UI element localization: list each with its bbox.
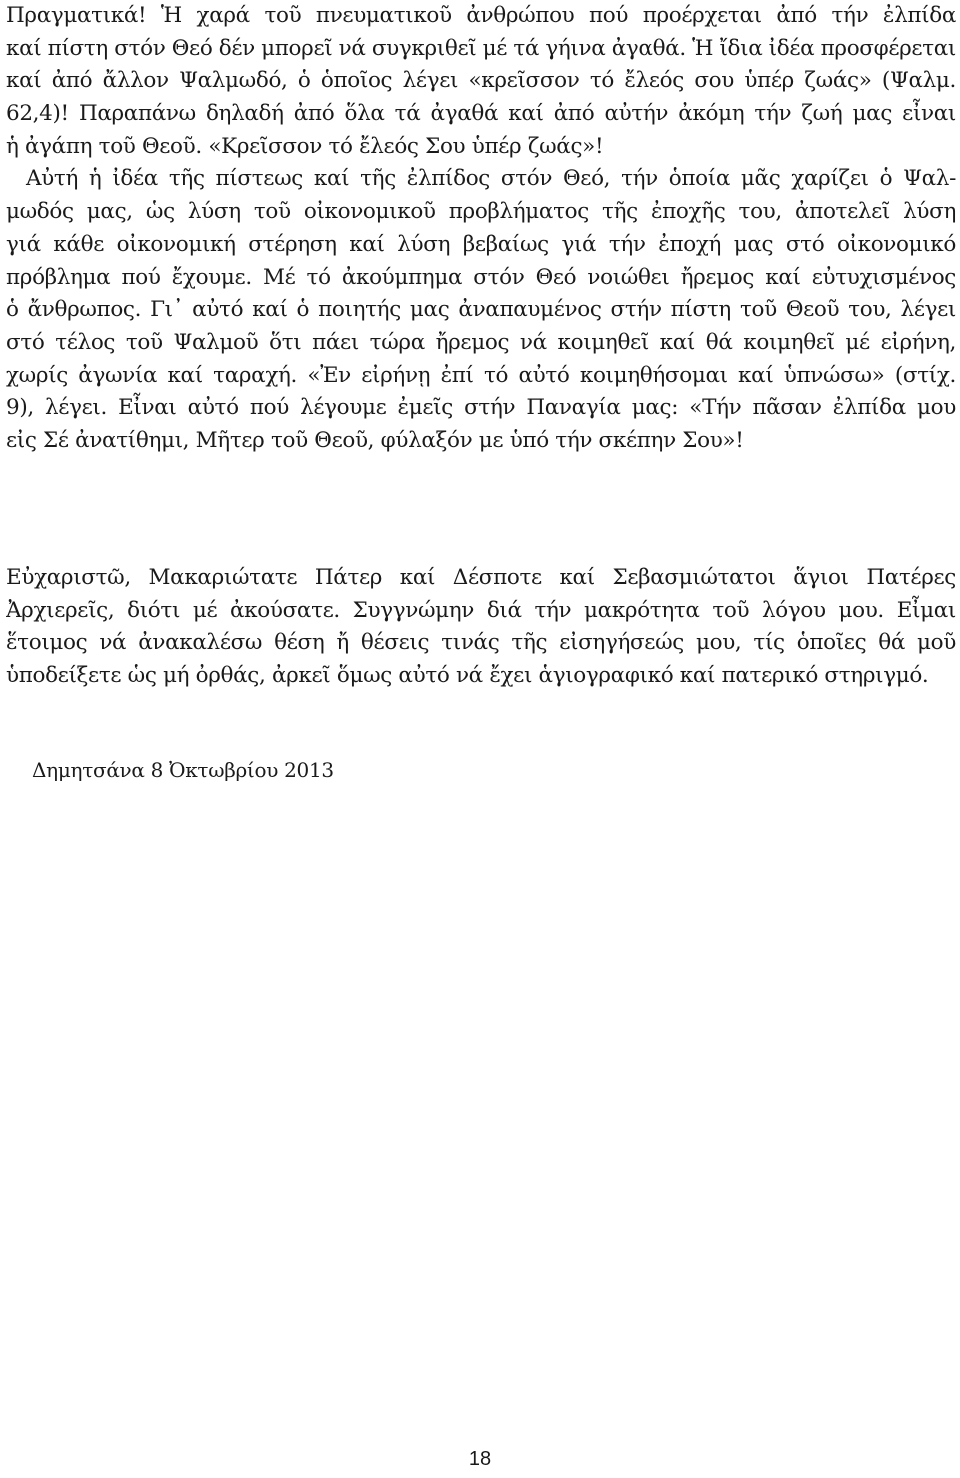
paragraph-3-line: ὑποδείξετε ὡς μή ὀρθάς, ἀρκεῖ ὅμως αὐτό νά ἔχει ἁγιογραφικό καί πατερικό στηριγμό. — [6, 663, 929, 689]
paragraph-2-line: γιά κάθε οἰκονομική στέρηση καί λύση βεβαίως γιά τήν ἐποχή μας στό οἰκονομικό — [6, 231, 956, 257]
paragraph-1-line: 62,4)! Παραπάνω δηλαδή ἀπό ὅλα τά ἀγαθά καί ἀπό αὐτήν ἀκόμη τήν ζωή μας εἶναι — [6, 101, 956, 127]
paragraph-1-line: καί ἀπό ἄλλον Ψαλμωδό, ὁ ὁποῖος λέγει «κρεῖσσον τό ἔλεός σου ὑπέρ ζωάς» (Ψαλμ. — [6, 68, 956, 94]
paragraph-2-line: χωρίς ἀγωνία καί ταραχή. «Ἐν εἰρήνῃ ἐπί τό αὐτό κοιμηθήσομαι καί ὑπνώσω» (στίχ. — [6, 362, 956, 388]
paragraph-2-line: πρόβλημα πού ἔχουμε. Μέ τό ἀκούμπημα στόν Θεό νοιώθει ἤρεμος καί εὐτυχισμένος — [6, 264, 956, 290]
paragraph-3-line: ἕτοιμος νά ἀνακαλέσω θέση ἤ θέσεις τινάς τῆς εἰσηγήσεώς μου, τίς ὁποῖες θά μοῦ — [6, 630, 956, 656]
paragraph-2-line: 9), λέγει. Εἶναι αὐτό πού λέγουμε ἐμεῖς στήν Παναγία μας: «Τήν πᾶσαν ἐλπίδα μου — [6, 395, 956, 421]
paragraph-2-line: μωδός μας, ὡς λύση τοῦ οἰκονομικοῦ προβλήματος τῆς ἐποχῆς του, ἀποτελεῖ λύση — [6, 199, 956, 225]
paragraph-2-line: εἰς Σέ ἀνατίθημι, Μῆτερ τοῦ Θεοῦ, φύλαξόν με ὑπό τήν σκέπην Σου»! — [6, 427, 744, 453]
closing-paragraph — [6, 562, 956, 693]
paragraph-3-line: Εὐχαριστῶ, Μακαριώτατε Πάτερ καί Δέσποτε καί Σεβασμιώτατοι ἅγιοι Πατέρες — [6, 565, 956, 590]
place-and-date: Δημητσάνα 8 Ὀκτωβρίου 2013 — [32, 758, 334, 782]
paragraph-1-line: ἡ ἀγάπη τοῦ Θεοῦ. «Κρεῖσσον τό ἔλεός Σου ὑπέρ ζωάς»! — [6, 133, 604, 159]
paragraph-1-line: Πραγματικά! Ἡ χαρά τοῦ πνευματικοῦ ἀνθρώπου πού προέρχεται ἀπό τήν ἐλπίδα — [6, 3, 956, 28]
paragraph-3-line: Ἀρχιερεῖς, διότι μέ ἀκούσατε. Συγγνώμην διά τήν μακρότητα τοῦ λόγου μου. Εἶμαι — [6, 597, 956, 623]
paragraph-1-line: καί πίστη στόν Θεό δέν μπορεῖ νά συγκριθεῖ μέ τά γήινα ἀγαθά. Ἡ ἴδια ἰδέα προσφέρεται — [6, 35, 956, 61]
main-text — [6, 0, 956, 458]
paragraph-2-line: Αὐτή ἡ ἰδέα τῆς πίστεως καί τῆς ἐλπίδος στόν Θεό, τήν ὁποία μᾶς χαρίζει ὁ Ψαλ- — [26, 166, 956, 192]
paragraph-2-line: στό τέλος τοῦ Ψαλμοῦ ὅτι πάει τώρα ἤρεμος νά κοιμηθεῖ καί θά κοιμηθεῖ μέ εἰρήνη, — [6, 329, 956, 355]
paragraph-2-line: ὁ ἄνθρωπος. Γι᾽ αὐτό καί ὁ ποιητής μας ἀναπαυμένος στήν πίστη τοῦ Θεοῦ του, λέγει — [6, 297, 956, 323]
page-number: 18 — [468, 1448, 492, 1470]
